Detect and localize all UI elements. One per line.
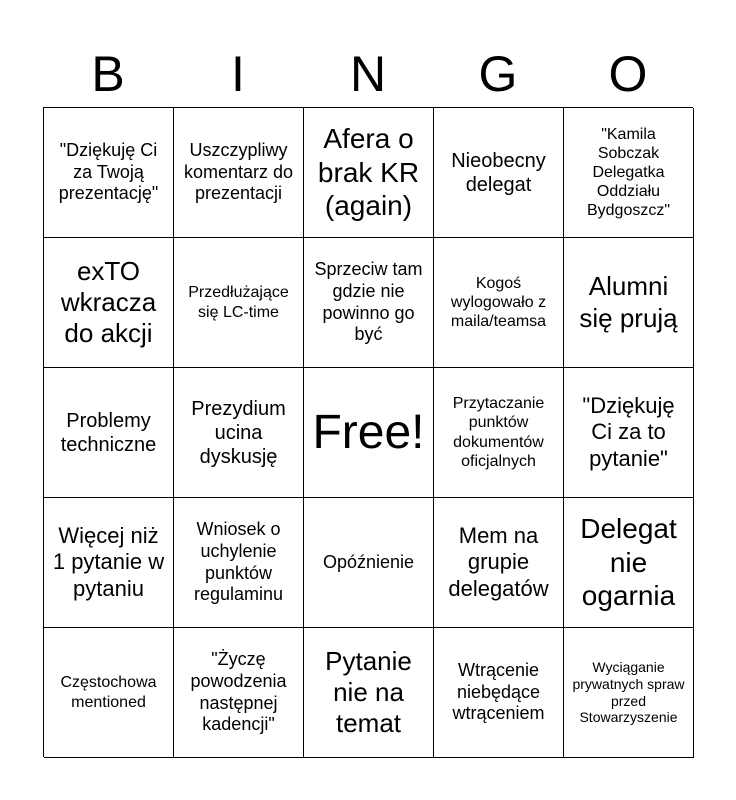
- cell-text: "Życzę powodzenia następnej kadencji": [190, 649, 287, 735]
- cell-text: Opóźnienie: [322, 551, 415, 572]
- header-letter-o: O: [608, 46, 648, 102]
- cell-text: Problemy techniczne: [60, 409, 157, 456]
- bingo-cell[interactable]: [44, 108, 174, 238]
- bingo-header: [43, 40, 693, 108]
- cell-text: Delegat nie ogarnia: [580, 513, 677, 612]
- bingo-cell[interactable]: [564, 498, 694, 628]
- cell-text: Mem na grupie delegatów: [448, 522, 549, 601]
- bingo-cell[interactable]: [434, 498, 564, 628]
- cell-text: Uszczypliwy komentarz do prezentacji: [183, 140, 294, 204]
- bingo-cell[interactable]: [174, 498, 304, 628]
- bingo-cell[interactable]: [434, 108, 564, 238]
- cell-text: "Dziękuję Ci za to pytanie": [582, 392, 675, 471]
- cell-text: exTO wkracza do akcji: [60, 255, 157, 349]
- header-letter-b: B: [91, 46, 125, 102]
- bingo-cell[interactable]: [44, 238, 174, 368]
- bingo-cell[interactable]: [304, 108, 434, 238]
- bingo-cell[interactable]: [174, 238, 304, 368]
- cell-text: "Kamila Sobczak Delegatka Oddziału Bydgoszcz": [586, 125, 671, 220]
- bingo-cell[interactable]: [174, 368, 304, 498]
- cell-text: Afera o brak KR (again): [317, 123, 420, 222]
- cell-text: Pytanie nie na temat: [325, 645, 412, 739]
- bingo-cell[interactable]: [434, 628, 564, 758]
- cell-text: Nieobecny delegat: [451, 149, 546, 196]
- bingo-cell[interactable]: [564, 238, 694, 368]
- header-letter-i: I: [231, 46, 245, 102]
- bingo-cell[interactable]: [564, 108, 694, 238]
- header-letter-g: G: [478, 46, 518, 102]
- bingo-cell[interactable]: [304, 498, 434, 628]
- cell-text: Wyciąganie prywatnych spraw przed Stowarzyszenie: [572, 658, 685, 726]
- bingo-cell[interactable]: [44, 628, 174, 758]
- bingo-cell[interactable]: [564, 628, 694, 758]
- bingo-cell[interactable]: [304, 238, 434, 368]
- header-letter-n: N: [349, 46, 387, 102]
- cell-text: "Dziękuję Ci za Twoją prezentację": [58, 140, 159, 204]
- bingo-cell[interactable]: [174, 108, 304, 238]
- cell-text: Przedłużające się LC-time: [188, 284, 289, 321]
- cell-text: Sprzeciw tam gdzie nie powinno go być: [314, 259, 423, 345]
- bingo-cell[interactable]: [44, 368, 174, 498]
- bingo-cell[interactable]: [174, 628, 304, 758]
- bingo-grid: [43, 107, 693, 757]
- cell-text: Alumni się prują: [579, 271, 678, 333]
- cell-text: Prezydium ucina dyskusję: [191, 397, 286, 468]
- cell-text: Przytaczanie punktów dokumentów oficjalnych: [452, 395, 545, 470]
- free-space-cell[interactable]: [304, 368, 434, 498]
- cell-text: Wtrącenie niebędące wtrąceniem: [452, 660, 545, 724]
- bingo-cell[interactable]: [304, 628, 434, 758]
- bingo-cell[interactable]: [434, 238, 564, 368]
- cell-text: Kogoś wylogowało z maila/teamsa: [450, 274, 547, 331]
- cell-text: Częstochowa mentioned: [60, 674, 157, 711]
- bingo-cell[interactable]: [434, 368, 564, 498]
- free-space-text: Free!: [312, 405, 425, 459]
- bingo-cell[interactable]: [44, 498, 174, 628]
- cell-text: Wniosek o uchylenie punktów regulaminu: [193, 519, 284, 605]
- cell-text: Więcej niż 1 pytanie w pytaniu: [52, 522, 165, 601]
- bingo-cell[interactable]: [564, 368, 694, 498]
